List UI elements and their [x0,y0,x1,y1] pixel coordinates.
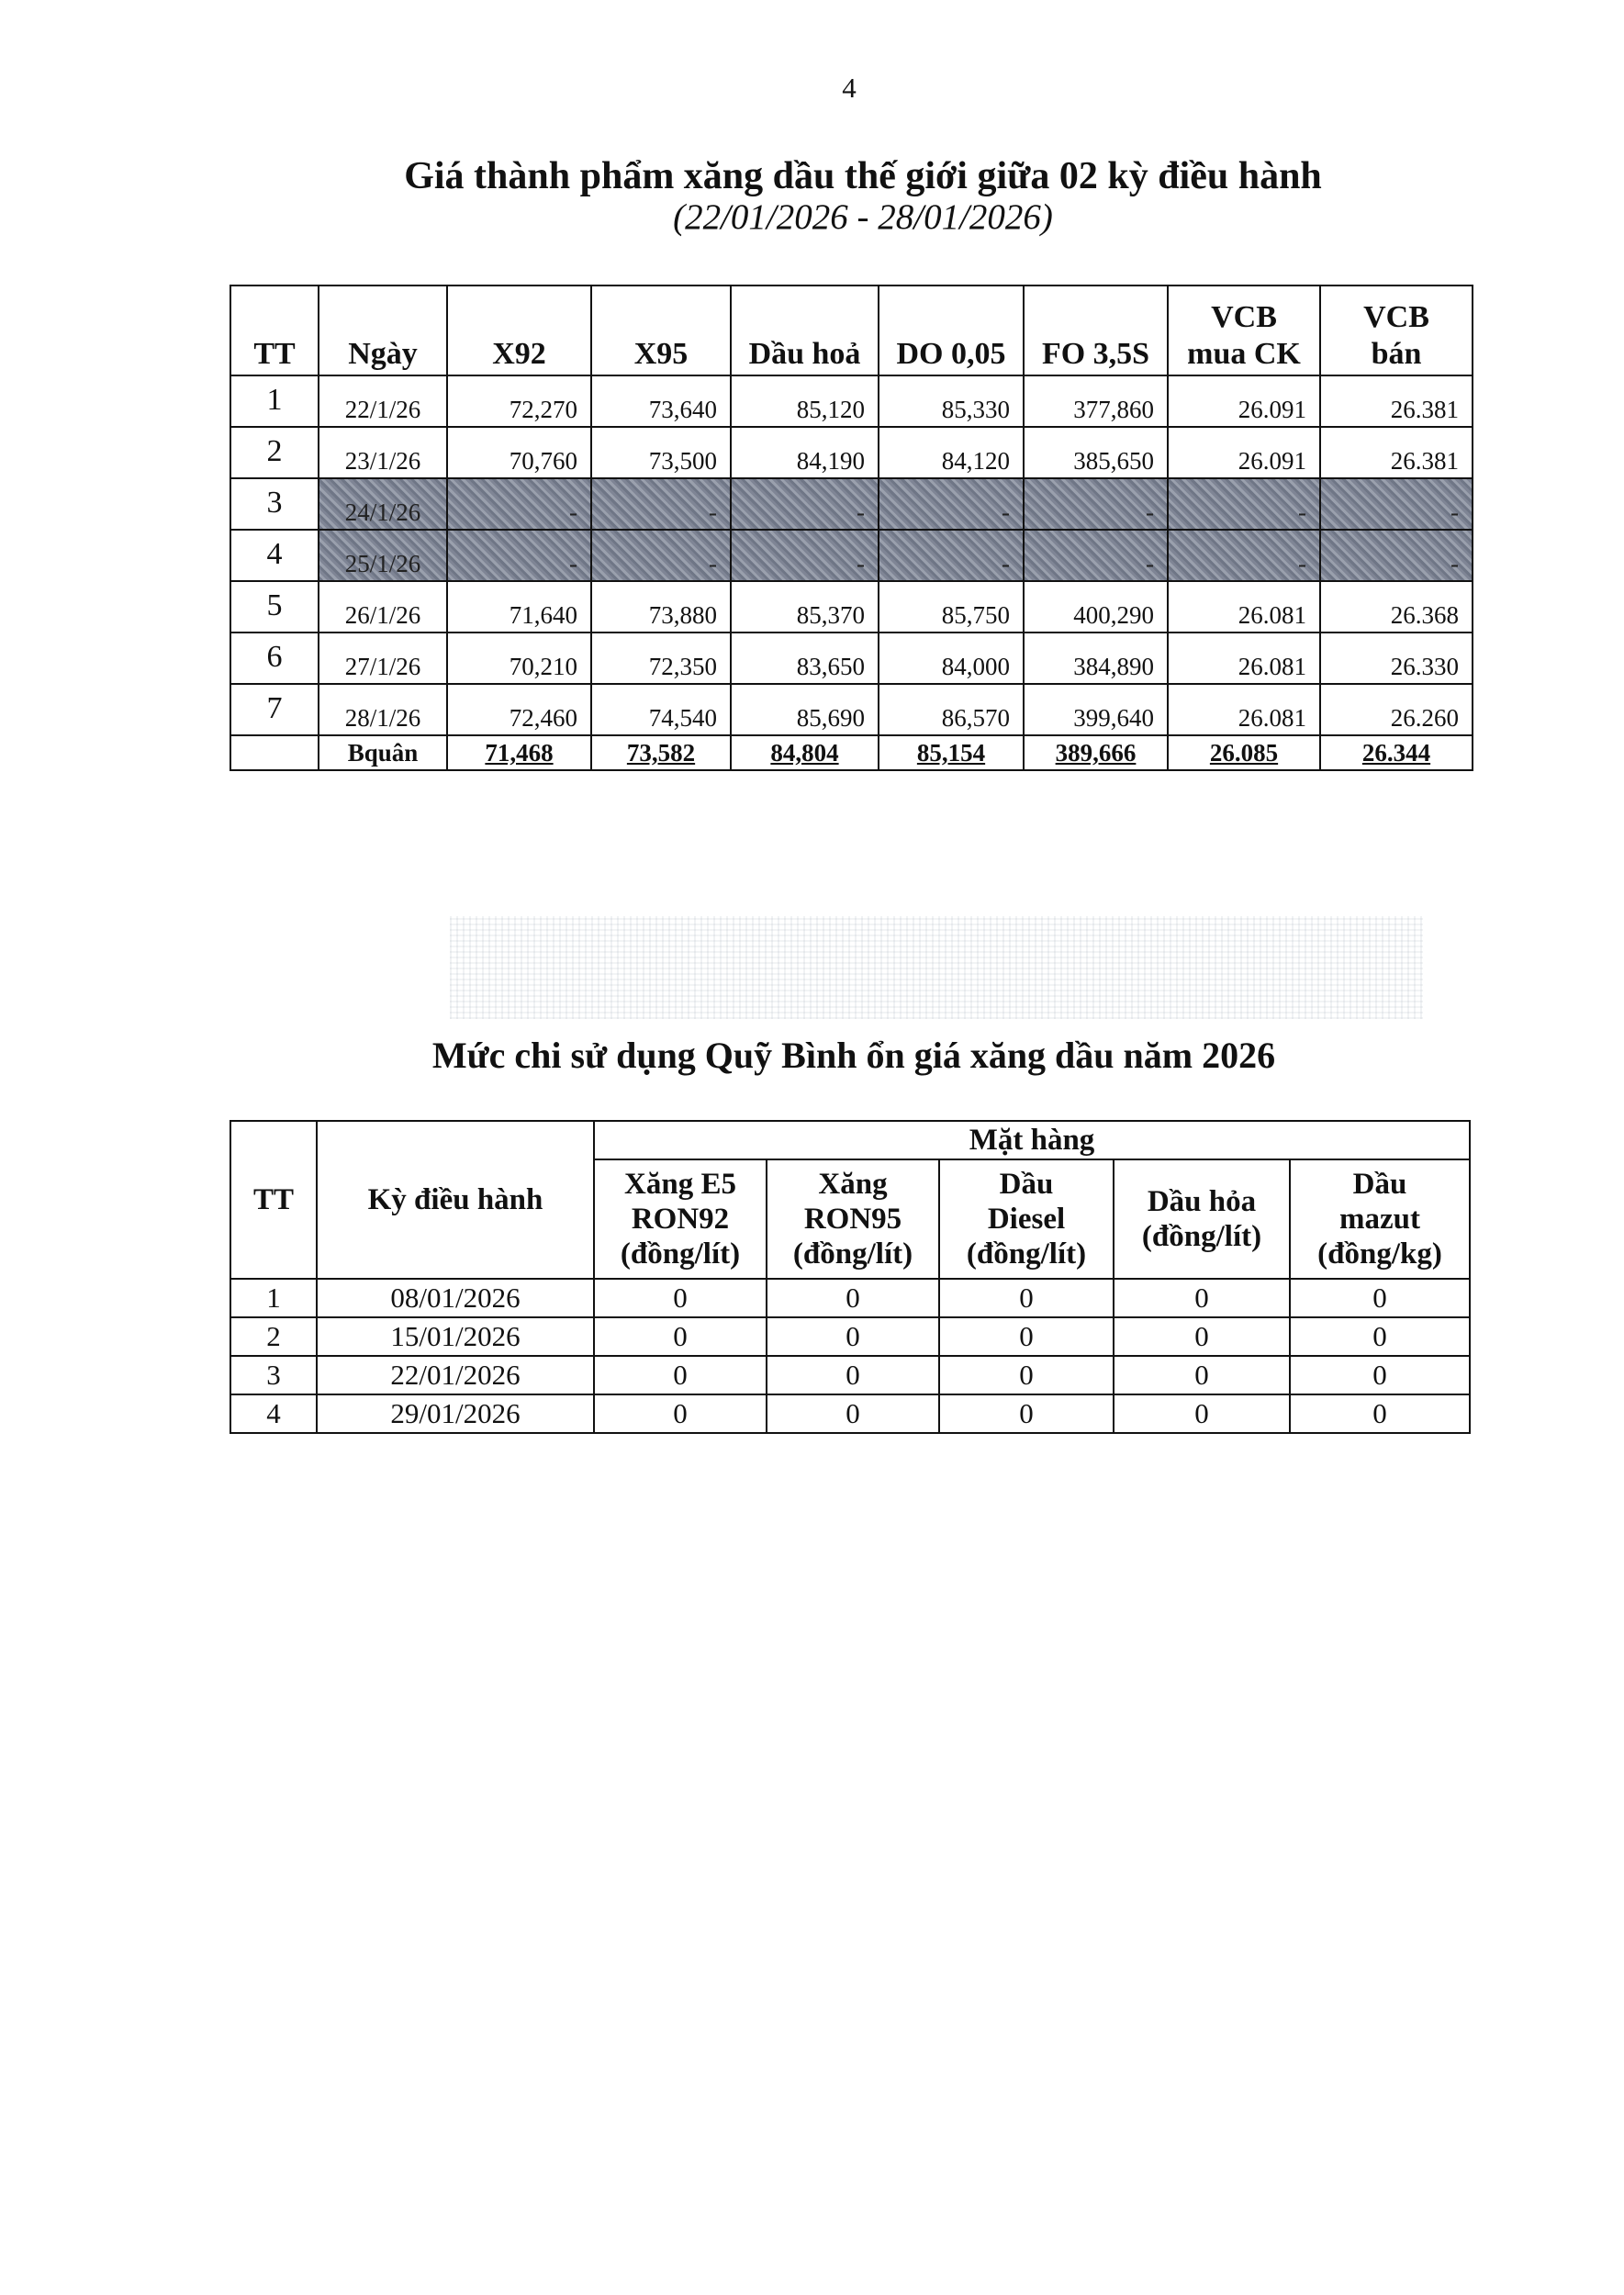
cell-dau-hoa: 0 [1114,1279,1290,1317]
table1-title: Giá thành phẩm xăng dầu thế giới giữa 02 kỳ điều hành [404,155,1322,197]
cell-date: 24/1/26 [319,478,447,530]
cell-do: 85,750 [879,581,1024,633]
cell-vcb-mua: - [1168,478,1320,530]
cell-diesel: 0 [939,1394,1114,1433]
cell-ron95: 0 [767,1279,939,1317]
cell-diesel: 0 [939,1317,1114,1356]
cell-x95: 73,500 [591,427,731,478]
cell-x92: 72,460 [447,684,591,735]
header-x95: X95 [591,285,731,375]
table-row [230,1279,1470,1317]
header-e5: Xăng E5 RON92 (đồng/lít) [594,1159,767,1279]
page-number: 4 [842,72,857,104]
world-price-table [230,285,1473,771]
cell-e5: 0 [594,1394,767,1433]
cell-do: - [879,478,1024,530]
header-vcb-ban: VCB bán [1320,285,1473,375]
cell-dau-hoa: 85,370 [731,581,879,633]
cell-vcb-ban: 26.260 [1320,684,1473,735]
cell-x95: - [591,530,731,581]
cell-x92: 70,760 [447,427,591,478]
table-row [230,1356,1470,1394]
cell-diesel: 0 [939,1279,1114,1317]
cell-vcb-ban: 26.330 [1320,633,1473,684]
cell-vcb-mua: 26.091 [1168,375,1320,427]
cell-dau-hoa: - [731,478,879,530]
cell-fo: 400,290 [1024,581,1168,633]
cell-do: 84,000 [879,633,1024,684]
scan-noise-area [450,916,1423,1019]
cell-ron95: 0 [767,1356,939,1394]
header-tt: TT [230,1121,317,1279]
cell-x95: - [591,478,731,530]
cell-vcb-ban: - [1320,478,1473,530]
table1-subtitle: (22/01/2026 - 28/01/2026) [673,197,1053,237]
cell-ky: 08/01/2026 [317,1279,594,1317]
table-row [230,684,1473,735]
cell-mazut: 0 [1290,1279,1470,1317]
stabilization-fund-table [230,1120,1471,1434]
cell-fo: - [1024,530,1168,581]
cell-fo: 399,640 [1024,684,1168,735]
cell-x95: 74,540 [591,684,731,735]
cell-e5: 0 [594,1279,767,1317]
cell-x95: 72,350 [591,633,731,684]
cell-tt: 6 [230,633,319,684]
cell-ron95: 0 [767,1394,939,1433]
avg-do: 85,154 [879,735,1024,770]
cell-e5: 0 [594,1317,767,1356]
cell-tt: 5 [230,581,319,633]
cell-vcb-ban: 26.368 [1320,581,1473,633]
cell-x92: - [447,478,591,530]
header-do: DO 0,05 [879,285,1024,375]
header-fo: FO 3,5S [1024,285,1168,375]
cell-tt: 4 [230,1394,317,1433]
cell-do: 84,120 [879,427,1024,478]
header-tt: TT [230,285,319,375]
cell-dau-hoa: 84,190 [731,427,879,478]
table2-header-row-1 [230,1121,1470,1159]
cell-x92: 70,210 [447,633,591,684]
cell-tt: 2 [230,1317,317,1356]
cell-date: 25/1/26 [319,530,447,581]
cell-mazut: 0 [1290,1394,1470,1433]
avg-fo: 389,666 [1024,735,1168,770]
average-label: Bquân [319,735,447,770]
cell-vcb-mua: 26.081 [1168,684,1320,735]
cell-date: 27/1/26 [319,633,447,684]
cell-vcb-mua: 26.081 [1168,581,1320,633]
header-mazut: Dầu mazut (đồng/kg) [1290,1159,1470,1279]
cell-tt: 1 [230,1279,317,1317]
cell-tt: 4 [230,530,319,581]
avg-vcb-ban: 26.344 [1320,735,1473,770]
cell-dau-hoa: 85,120 [731,375,879,427]
cell-empty [230,735,319,770]
table-row [230,427,1473,478]
cell-vcb-mua: - [1168,530,1320,581]
header-mat-hang: Mặt hàng [594,1121,1470,1159]
header-diesel: Dầu Diesel (đồng/lít) [939,1159,1114,1279]
cell-ky: 29/01/2026 [317,1394,594,1433]
cell-x92: - [447,530,591,581]
cell-x95: 73,640 [591,375,731,427]
cell-ky: 22/01/2026 [317,1356,594,1394]
cell-dau-hoa: 0 [1114,1356,1290,1394]
header-vcb-mua: VCB mua CK [1168,285,1320,375]
cell-x95: 73,880 [591,581,731,633]
average-row [230,735,1473,770]
cell-ky: 15/01/2026 [317,1317,594,1356]
table1-header-row [230,285,1473,375]
cell-tt: 3 [230,1356,317,1394]
avg-x95: 73,582 [591,735,731,770]
cell-tt: 1 [230,375,319,427]
cell-date: 22/1/26 [319,375,447,427]
cell-vcb-ban: 26.381 [1320,375,1473,427]
cell-fo: 385,650 [1024,427,1168,478]
cell-date: 28/1/26 [319,684,447,735]
cell-fo: 377,860 [1024,375,1168,427]
cell-fo: - [1024,478,1168,530]
table-row [230,581,1473,633]
table-row [230,375,1473,427]
table-row [230,633,1473,684]
cell-ron95: 0 [767,1317,939,1356]
cell-diesel: 0 [939,1356,1114,1394]
cell-vcb-mua: 26.091 [1168,427,1320,478]
header-dau-hoa: Dầu hỏa (đồng/lít) [1114,1159,1290,1279]
cell-mazut: 0 [1290,1356,1470,1394]
cell-do: 86,570 [879,684,1024,735]
cell-tt: 2 [230,427,319,478]
cell-do: - [879,530,1024,581]
cell-fo: 384,890 [1024,633,1168,684]
cell-date: 23/1/26 [319,427,447,478]
avg-dau-hoa: 84,804 [731,735,879,770]
table-row [230,530,1473,581]
header-x92: X92 [447,285,591,375]
avg-vcb-mua: 26.085 [1168,735,1320,770]
cell-x92: 72,270 [447,375,591,427]
cell-tt: 3 [230,478,319,530]
cell-date: 26/1/26 [319,581,447,633]
cell-dau-hoa: - [731,530,879,581]
table-row [230,1394,1470,1433]
avg-x92: 71,468 [447,735,591,770]
cell-e5: 0 [594,1356,767,1394]
cell-vcb-mua: 26.081 [1168,633,1320,684]
cell-mazut: 0 [1290,1317,1470,1356]
cell-dau-hoa: 85,690 [731,684,879,735]
cell-dau-hoa: 0 [1114,1394,1290,1433]
cell-dau-hoa: 0 [1114,1317,1290,1356]
cell-x92: 71,640 [447,581,591,633]
cell-do: 85,330 [879,375,1024,427]
cell-tt: 7 [230,684,319,735]
header-ron95: Xăng RON95 (đồng/lít) [767,1159,939,1279]
header-ky-dieu-hanh: Kỳ điều hành [317,1121,594,1279]
table2-title: Mức chi sử dụng Quỹ Bình ổn giá xăng dầu năm 2026 [431,1035,1276,1076]
cell-dau-hoa: 83,650 [731,633,879,684]
cell-vcb-ban: 26.381 [1320,427,1473,478]
table-row [230,478,1473,530]
header-ngay: Ngày [319,285,447,375]
table-row [230,1317,1470,1356]
cell-vcb-ban: - [1320,530,1473,581]
header-dau-hoa: Dầu hoả [731,285,879,375]
